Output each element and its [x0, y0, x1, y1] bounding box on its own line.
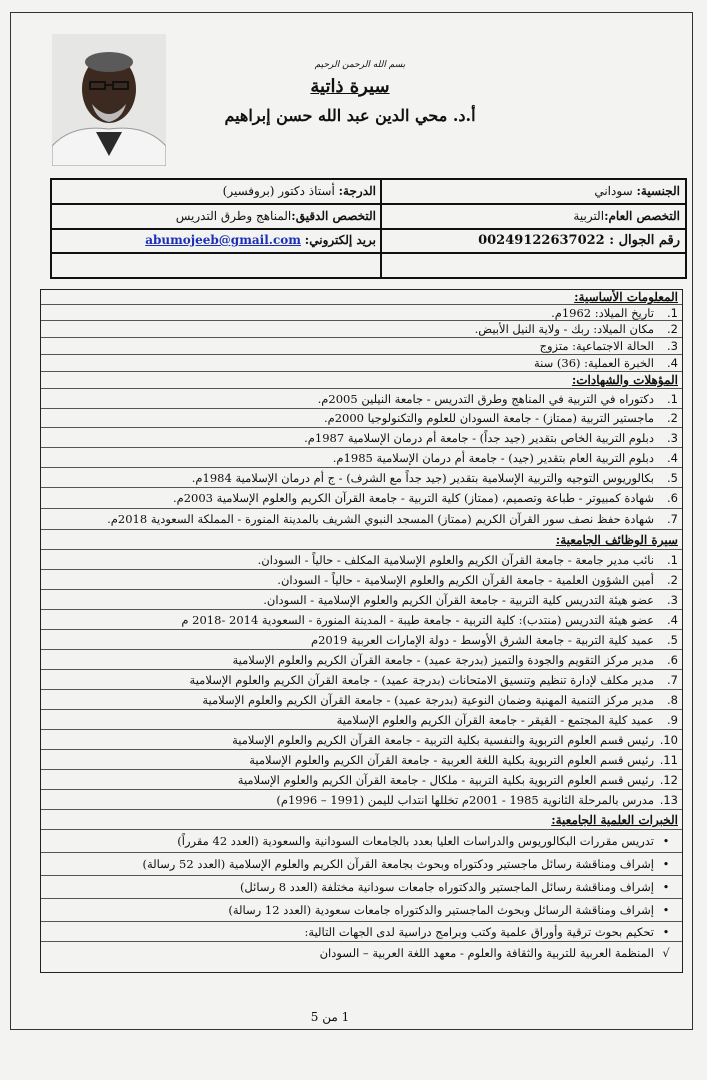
list-item: 1.دكتوراه في التربية في المناهج وطرق التدريس - جامعة النيلين 2005م. [41, 389, 682, 409]
list-item: 10.رئيس قسم العلوم التربوية والنفسية بكلية التربية - جامعة القرآن الكريم والعلوم الإسلامية [41, 730, 682, 750]
general-specialty-cell: التخصص العام:التربية [573, 209, 680, 223]
list-item: •تدريس مقررات البكالوريوس والدراسات العليا بعدد بالجامعات السودانية والسعودية (العدد 42 مقرراً) [41, 830, 682, 853]
list-item: 4.دبلوم التربية العام بتقدير (جيد) - جامعة أم درمان الإسلامية 1985م. [41, 448, 682, 468]
list-item: 13.مدرس بالمرحلة الثانوية 1985 - 2001م تخللها انتداب لليمن (1991 – 1996م) [41, 790, 682, 810]
list-item: 8.مدير مركز التنمية المهنية وضمان النوعية (بدرجة عميد) - جامعة القرآن الكريم والعلوم الإسلامية [41, 690, 682, 710]
list-item: 2.ماجستير التربية (ممتاز) - جامعة السودان للعلوم والتكنولوجيا 2000م. [41, 409, 682, 428]
list-item: 2.أمين الشؤون العلمية - جامعة القرآن الكريم والعلوم الإسلامية - حالياً - السودان. [41, 570, 682, 590]
list-item: 6.شهادة كمبيوتر - طباعة وتصميم، (ممتاز) كلية التربية - جامعة القرآن الكريم والعلوم الإسلامية 2003م. [41, 488, 682, 509]
list-item: 11.رئيس قسم العلوم التربوية بكلية اللغة العربية - جامعة القرآن الكريم والعلوم الإسلامية [41, 750, 682, 770]
section-heading-basic: المعلومات الأساسية: [41, 290, 682, 305]
list-item: 9.عميد كلية المجتمع - القيقر - جامعة القرآن الكريم والعلوم الإسلامية [41, 710, 682, 730]
mobile-cell: رقم الجوال : 00249122637022 [478, 233, 680, 248]
list-item: √المنظمة العربية للتربية والثقافة والعلوم - معهد اللغة العربية – السودان [319, 946, 670, 960]
list-item: •إشراف ومناقشة رسائل ماجستير ودكتوراه وبحوث بجامعة القرآن الكريم والعلوم الإسلامية (العدد 52 رسالة) [41, 853, 682, 876]
email-link[interactable]: abumojeeb@gmail.com [145, 233, 301, 247]
list-item: 7.شهادة حفظ نصف سور القرآن الكريم (ممتاز) المسجد النبوي الشريف بالمدينة المنورة - المملكة السعودية 2018م. [41, 509, 682, 530]
basmala: بسم الله الرحمن الرحيم [314, 60, 406, 70]
list-item: •تحكيم بحوث ترقية وأوراق علمية وكتب وبرامج دراسية لدى الجهات التالية: [41, 922, 682, 942]
portrait-photo [52, 34, 166, 166]
list-item: •إشراف ومناقشة الرسائل وبحوث الماجستير والدكتوراه جامعات سعودية (العدد 12 رسالة) [41, 899, 682, 922]
list-item: 3.عضو هيئة التدريس كلية التربية - جامعة القرآن الكريم والعلوم الإسلامية - السودان. [41, 590, 682, 610]
list-item: 1.تاريخ الميلاد: 1962م. [41, 305, 682, 321]
person-name: أ.د. محي الدين عبد الله حسن إبراهيم [224, 106, 476, 125]
details-table [40, 289, 683, 973]
list-item: 1.نائب مدير جامعة - جامعة القرآن الكريم والعلوم الإسلامية المكلف - حالياً - السودان. [41, 550, 682, 570]
specific-specialty-cell: التخصص الدقيق:المناهج وطرق التدريس [175, 209, 376, 223]
section-heading-experience: الخبرات العلمية الجامعية: [41, 810, 682, 830]
list-item: •إشراف ومناقشة رسائل الماجستير والدكتوراه جامعات سودانية مختلفة (العدد 8 رسائل) [41, 876, 682, 899]
section-heading-qualifications: المؤهلات والشهادات: [41, 372, 682, 389]
list-item: 12.رئيس قسم العلوم التربوية بكلية التربية - ملكال - جامعة القرآن الكريم والعلوم الإسلامية [41, 770, 682, 790]
cv-title: سيرة ذاتية [310, 76, 390, 97]
section-heading-jobs: سيرة الوظائف الجامعية: [41, 530, 682, 550]
list-item: 7.مدير مكلف لإدارة تنظيم وتنسيق الامتحانات (بدرجة عميد) - جامعة القرآن الكريم والعلوم الإسلامية [41, 670, 682, 690]
list-item: 6.مدير مركز التقويم والجودة والتميز (بدرجة عميد) - جامعة القرآن الكريم والعلوم الإسلامية [41, 650, 682, 670]
info-box [50, 178, 687, 279]
list-item: 5.بكالوريوس التوجيه والتربية الإسلامية بتقدير (جيد جداً مع الشرف) - ج أم درمان الإسلامية 1984م. [41, 468, 682, 488]
page-number: 1 من 5 [310, 1010, 350, 1024]
list-item: 2.مكان الميلاد: ربك - ولاية النيل الأبيض. [41, 321, 682, 338]
email-cell: بريد إلكتروني: abumojeeb@gmail.com [145, 233, 376, 247]
list-item: 4.عضو هيئة التدريس (منتدب): كلية التربية - جامعة طيبة - المدينة المنورة - السعودية 2014 -2018 م [41, 610, 682, 630]
list-item: 3.الحالة الاجتماعية: متزوج [41, 338, 682, 355]
list-item: 4.الخبرة العملية: (36) سنة [41, 355, 682, 372]
nationality-cell: الجنسية: سوداني [594, 184, 680, 198]
list-item: 3.دبلوم التربية الخاص بتقدير (جيد جداً) - جامعة أم درمان الإسلامية 1987م. [41, 428, 682, 448]
degree-cell: الدرجة: أستاذ دكتور (بروفسير) [222, 184, 376, 198]
list-item: 5.عميد كلية التربية - جامعة الشرق الأوسط - دولة الإمارات العربية 2019م [41, 630, 682, 650]
